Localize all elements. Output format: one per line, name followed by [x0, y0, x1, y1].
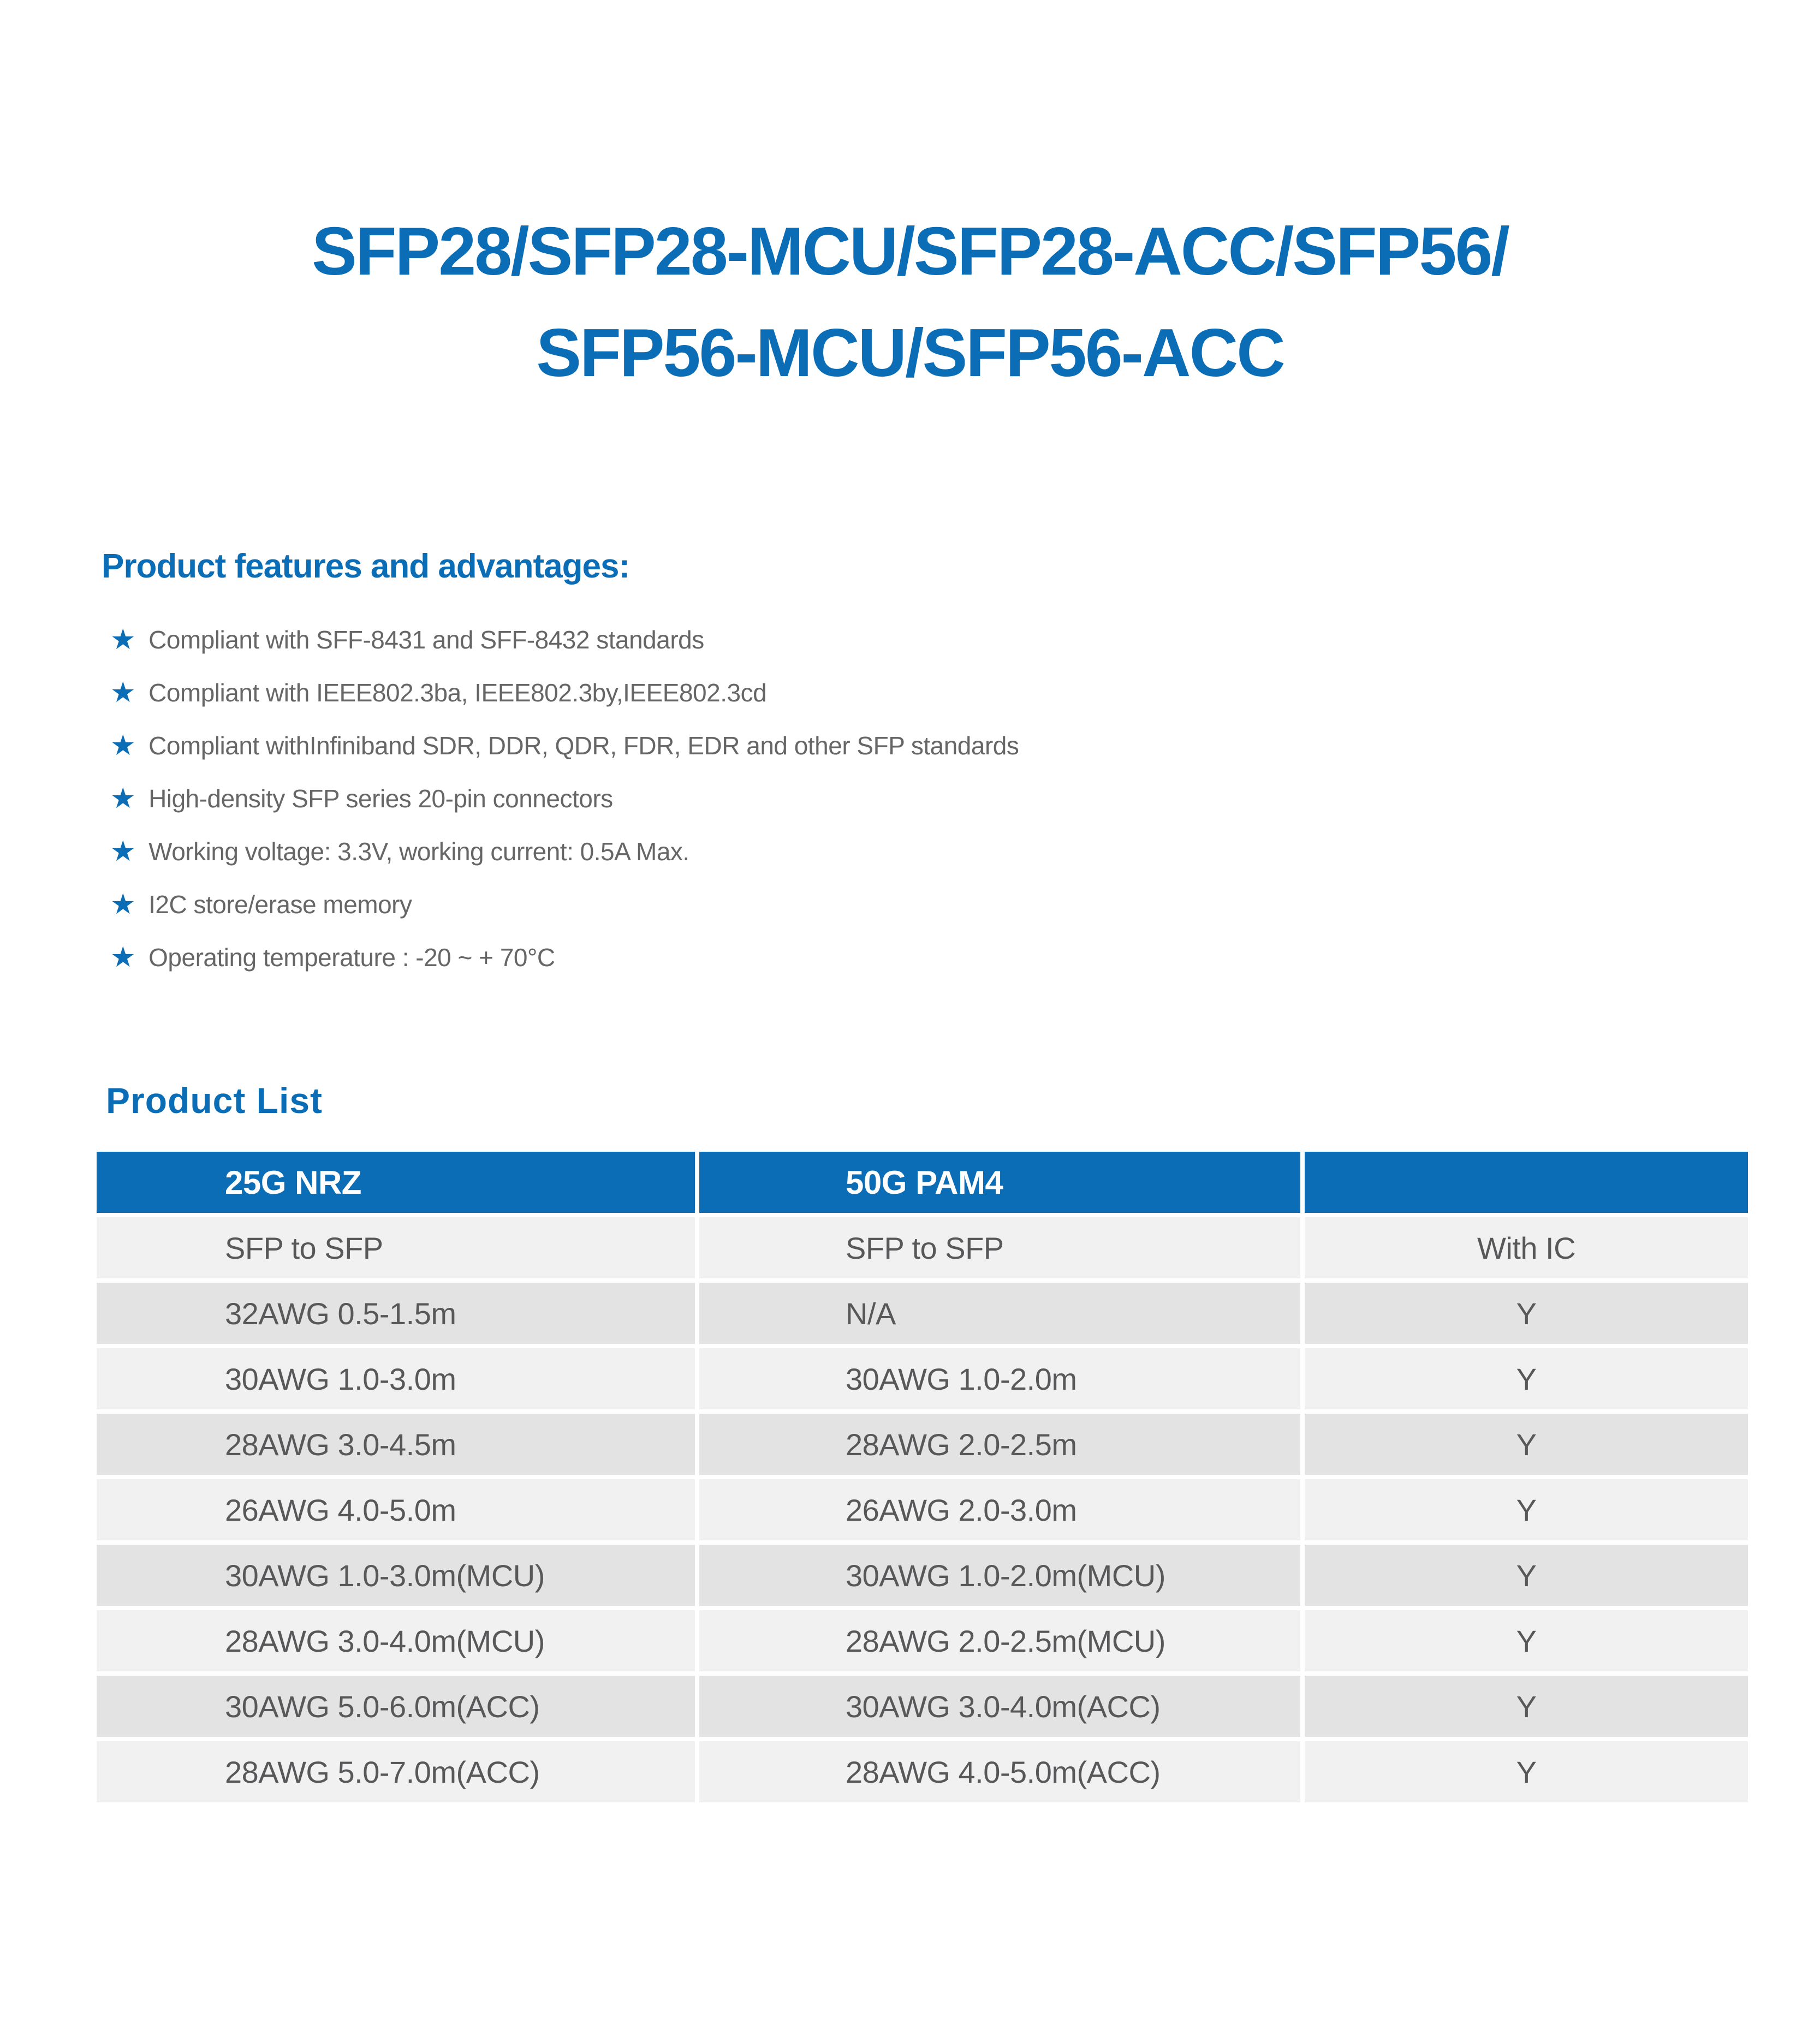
table-cell: With IC: [1305, 1217, 1748, 1278]
feature-text: Working voltage: 3.3V, working current: 0.5A Max.: [148, 837, 689, 866]
feature-text: Compliant withInfiniband SDR, DDR, QDR, FDR, EDR and other SFP standards: [148, 731, 1019, 760]
star-icon: ★: [110, 835, 136, 867]
star-icon: ★: [110, 888, 136, 920]
table-cell: 28AWG 4.0-5.0m(ACC): [699, 1741, 1300, 1802]
star-icon: ★: [110, 782, 136, 814]
table-cell: Y: [1305, 1283, 1748, 1344]
table-cell: 32AWG 0.5-1.5m: [97, 1283, 695, 1344]
table-cell: Y: [1305, 1348, 1748, 1409]
star-icon: ★: [110, 623, 136, 656]
features-list: [102, 613, 1738, 984]
star-icon: ★: [110, 941, 136, 973]
table-cell: Y: [1305, 1479, 1748, 1540]
table-cell: N/A: [699, 1283, 1300, 1344]
feature-item: [110, 719, 1738, 772]
table-row: [97, 1610, 1748, 1671]
table-cell: 26AWG 4.0-5.0m: [97, 1479, 695, 1540]
table-cell: 30AWG 1.0-3.0m(MCU): [97, 1545, 695, 1606]
table-row: [97, 1479, 1748, 1540]
table-cell: SFP to SFP: [97, 1217, 695, 1278]
table-cell: Y: [1305, 1676, 1748, 1737]
product-list-section: [97, 1080, 1748, 1802]
feature-item: [110, 613, 1738, 666]
feature-item: [110, 931, 1738, 984]
product-list-heading: Product List: [106, 1080, 323, 1121]
feature-item: [110, 825, 1738, 878]
table-row: [97, 1545, 1748, 1606]
table-header-row: [97, 1152, 1748, 1213]
features-heading: Product features and advantages:: [102, 547, 630, 585]
page-title-line1: SFP28/SFP28-MCU/SFP28-ACC/SFP56/: [312, 214, 1508, 289]
feature-text: I2C store/erase memory: [148, 890, 412, 919]
star-icon: ★: [110, 729, 136, 761]
table-row: [97, 1741, 1748, 1802]
product-table: [97, 1152, 1748, 1802]
feature-text: High-density SFP series 20-pin connectors: [148, 784, 613, 813]
table-cell: 28AWG 5.0-7.0m(ACC): [97, 1741, 695, 1802]
table-cell: 26AWG 2.0-3.0m: [699, 1479, 1300, 1540]
table-cell: Y: [1305, 1610, 1748, 1671]
table-row: [97, 1414, 1748, 1475]
table-cell: 28AWG 3.0-4.0m(MCU): [97, 1610, 695, 1671]
column-header: 25G NRZ: [97, 1152, 695, 1213]
table-row: [97, 1283, 1748, 1344]
table-cell: Y: [1305, 1414, 1748, 1475]
star-icon: ★: [110, 676, 136, 709]
table-cell: 30AWG 3.0-4.0m(ACC): [699, 1676, 1300, 1737]
column-header: [1305, 1152, 1748, 1213]
table-row: [97, 1676, 1748, 1737]
feature-text: Compliant with IEEE802.3ba, IEEE802.3by,IEEE802.3cd: [148, 678, 767, 707]
table-cell: 28AWG 2.0-2.5m: [699, 1414, 1300, 1475]
table-cell: Y: [1305, 1545, 1748, 1606]
table-cell: 28AWG 3.0-4.5m: [97, 1414, 695, 1475]
table-cell: 30AWG 1.0-2.0m(MCU): [699, 1545, 1300, 1606]
table-cell: 30AWG 5.0-6.0m(ACC): [97, 1676, 695, 1737]
table-cell: SFP to SFP: [699, 1217, 1300, 1278]
table-row: [97, 1348, 1748, 1409]
feature-text: Compliant with SFF-8431 and SFF-8432 standards: [148, 625, 704, 654]
table-cell: 28AWG 2.0-2.5m(MCU): [699, 1610, 1300, 1671]
table-cell: 30AWG 1.0-3.0m: [97, 1348, 695, 1409]
page-title-line2: SFP56-MCU/SFP56-ACC: [536, 315, 1284, 391]
table-cell: Y: [1305, 1741, 1748, 1802]
feature-item: [110, 666, 1738, 719]
feature-item: [110, 878, 1738, 931]
feature-text: Operating temperature : -20 ~ + 70°C: [148, 943, 555, 972]
column-header: 50G PAM4: [699, 1152, 1300, 1213]
table-row: [97, 1217, 1748, 1278]
features-section: [102, 547, 1738, 984]
page-title: [0, 201, 1820, 404]
feature-item: [110, 772, 1738, 825]
table-cell: 30AWG 1.0-2.0m: [699, 1348, 1300, 1409]
